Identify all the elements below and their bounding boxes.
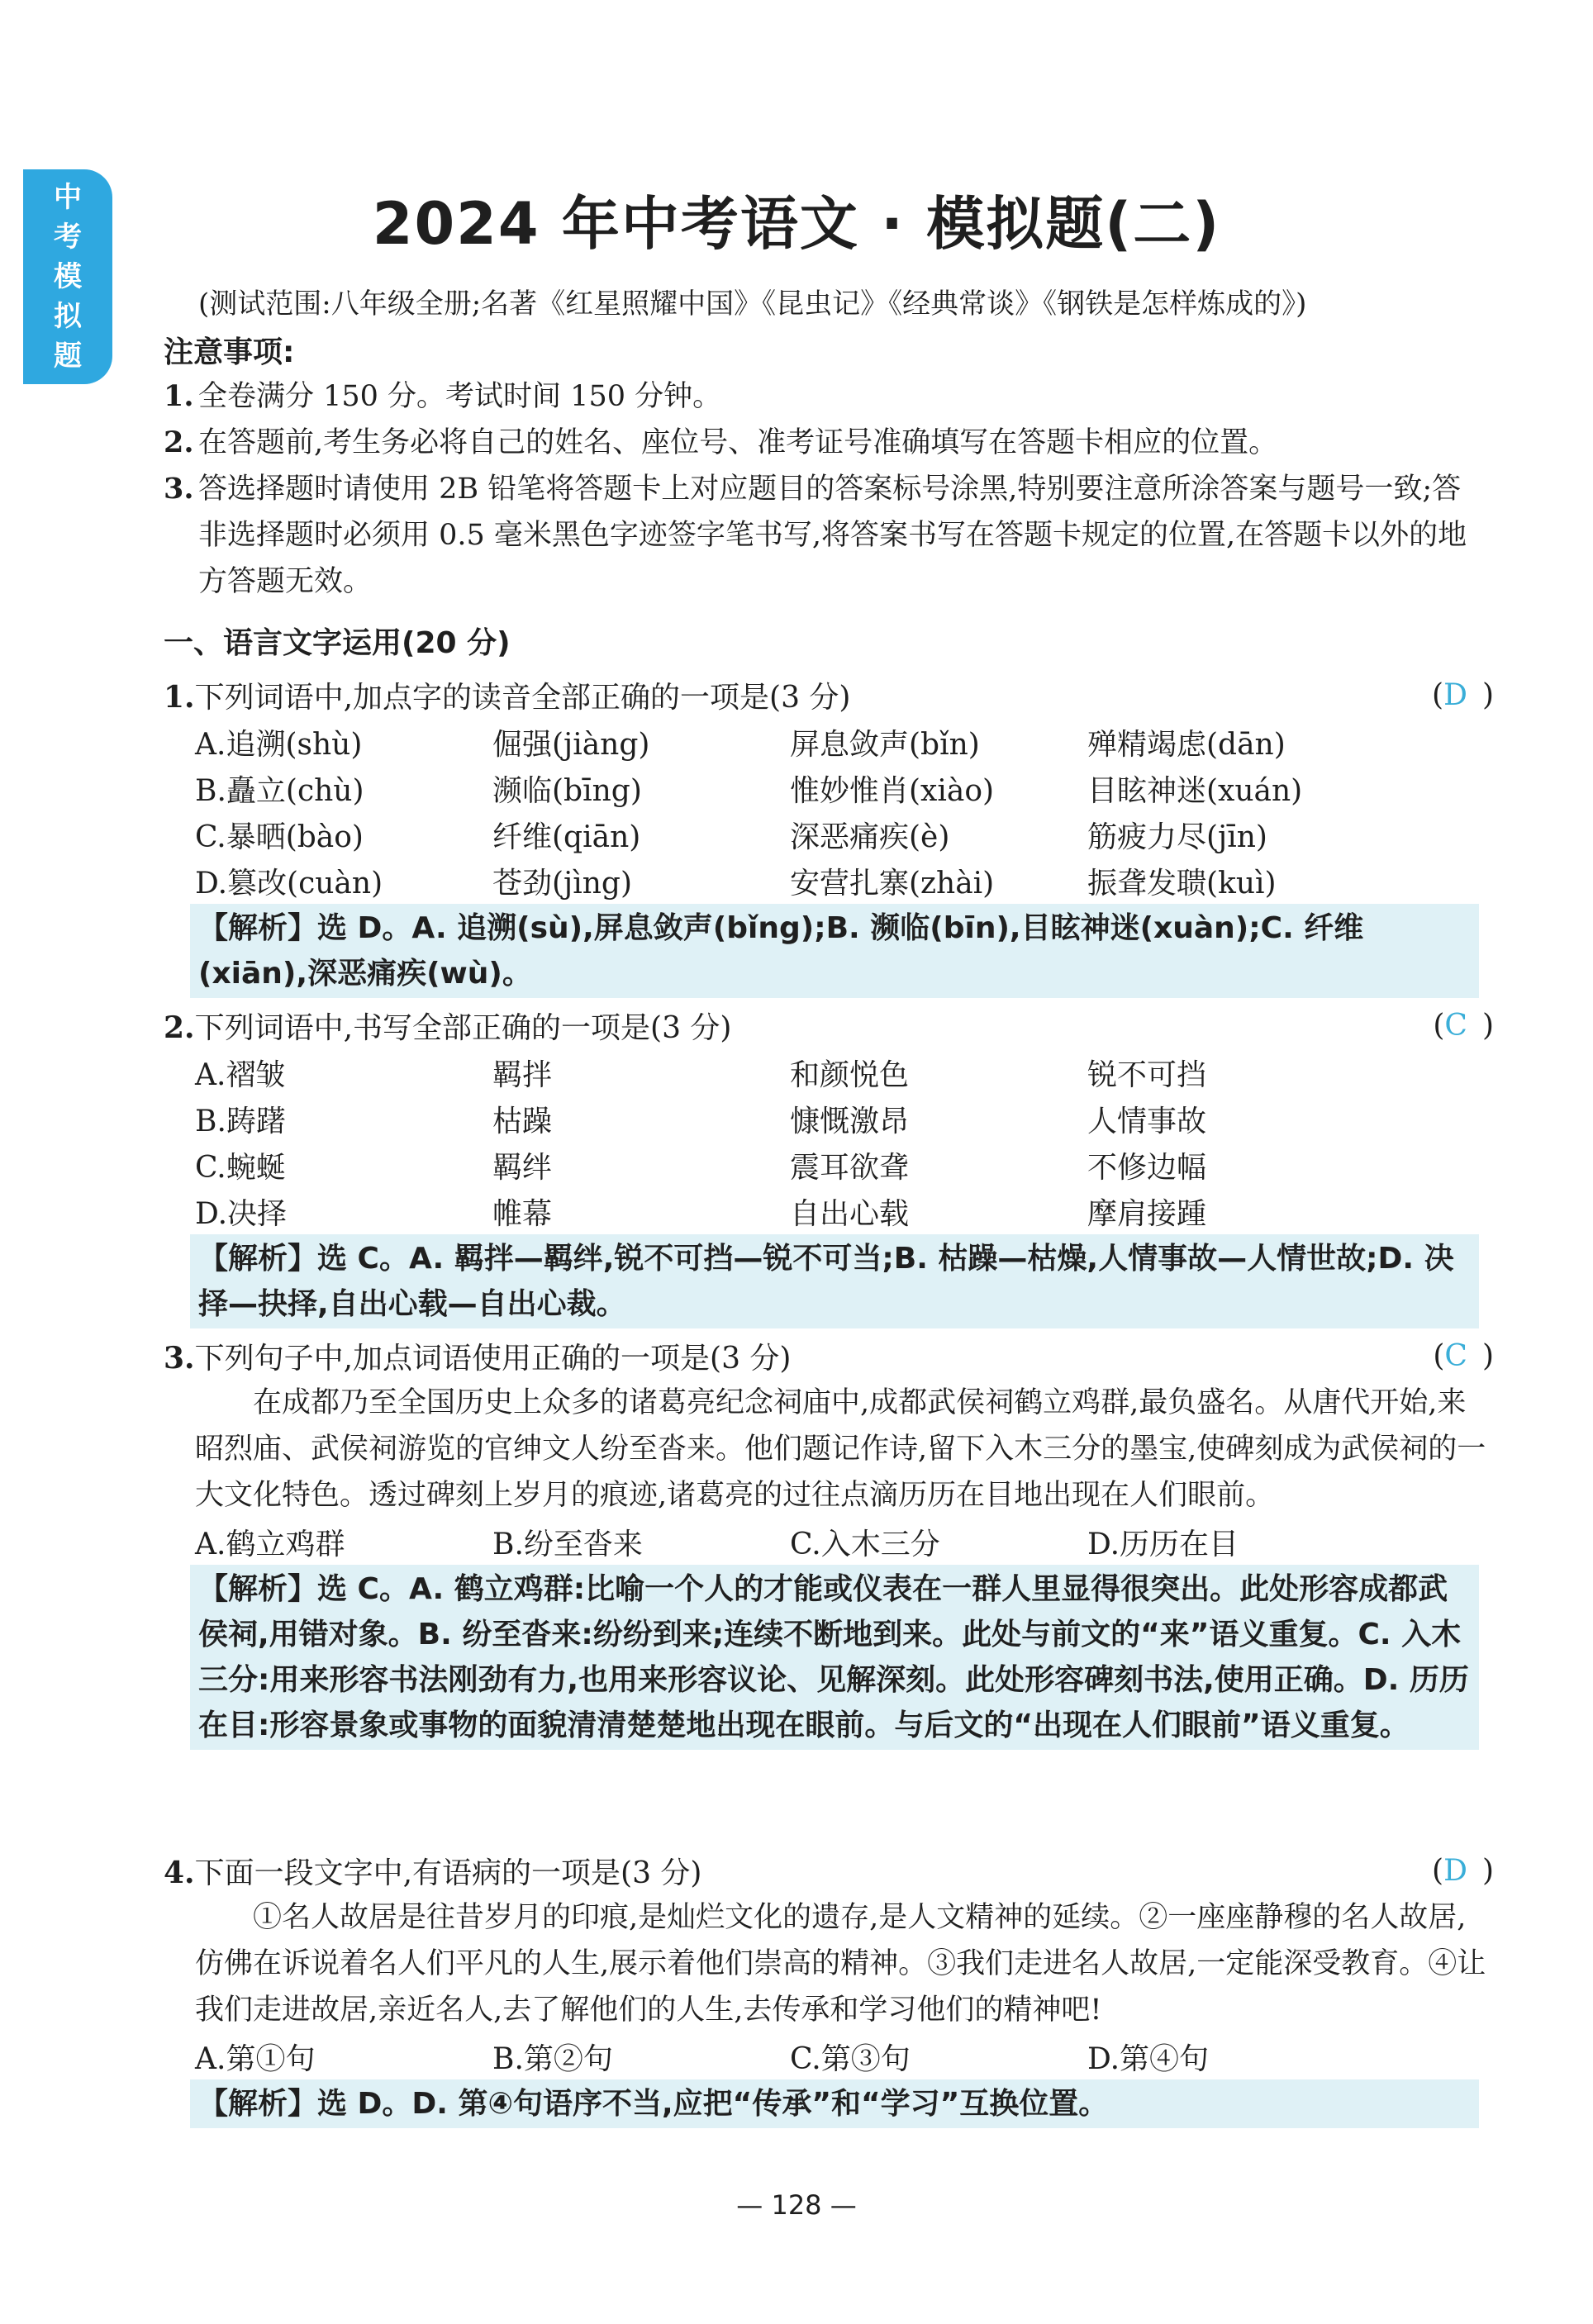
answer-letter: C (1444, 1008, 1482, 1043)
page-number: — 128 — (736, 2189, 857, 2221)
option-cell: A.追溯(shù) (195, 727, 363, 762)
question-number: 2. (164, 1010, 195, 1045)
option-cell: 深恶痛疾(è) (790, 820, 950, 854)
answer-letter: D (1443, 1853, 1482, 1888)
option-cell: B.矗立(chù) (195, 773, 364, 808)
option-cell: 目眩神迷(xuán) (1087, 773, 1303, 808)
question-stem (164, 1001, 1494, 1049)
analysis-box: 【解析】选 C。A. 鹤立鸡群:比喻一个人的才能或仪表在一群人里显得很突出。此处形容成都武侯祠,用错对象。B. 纷至沓来:纷纷到来;连续不断地到来。此处与前文的“来”语义重复。C. 入木三分:用来形容书法刚劲有力,也用来形容议论、见解深刻。此处形容碑刻书法,使用正确。D. 历历在目:形容景象或事物的面貌清清楚楚地出现在眼前。与后文的“出现在人们眼前”语义重复。 (190, 1565, 1479, 1750)
notice-list (164, 373, 1486, 605)
option-row (195, 2033, 1494, 2079)
passage: 在成都乃至全国历史上众多的诸葛亮纪念祠庙中,成都武侯祠鹤立鸡群,最负盛名。从唐代开始,来昭烈庙、武侯祠游览的官绅文人纷至沓来。他们题记作诗,留下入木三分的墨宝,使碑刻成为武侯祠的一大文化特色。透过碑刻上岁月的痕迹,诸葛亮的过往点滴历历在目地出现在人们眼前。 (195, 1386, 1486, 1512)
answer-box: (D) (1432, 1853, 1494, 1888)
option-cell: C.入木三分 (790, 1527, 940, 1561)
question-stem (164, 1332, 1494, 1380)
option-cell: A.第①句 (195, 2041, 316, 2076)
notice-number: 1. (164, 379, 194, 413)
question-text: 下列词语中,加点字的读音全部正确的一项是(3 分) (194, 680, 851, 715)
option-cell: A.褶皱 (195, 1057, 286, 1092)
option-cell: 纤维(qiān) (492, 820, 641, 854)
notice-text: 全卷满分 150 分。考试时间 150 分钟。 (198, 380, 722, 413)
question-3 (164, 1332, 1494, 1750)
analysis-box: 【解析】选 D。A. 追溯(sù),屏息敛声(bǐng);B. 濒临(bīn),目眩神迷(xuàn);C. 纤维(xiān),深恶痛疾(wù)。 (190, 904, 1479, 998)
passage: ①名人故居是往昔岁月的印痕,是灿烂文化的遗存,是人文精神的延续。②一座座静穆的名人故居,仿佛在诉说着名人们平凡的人生,展示着他们崇高的精神。③我们走进名人故居,一定能深受教育。④让我们走进故居,亲近名人,去了解他们的人生,去传承和学习他们的精神吧! (195, 1901, 1486, 2027)
option-cell: 振聋发聩(kuì) (1087, 866, 1277, 901)
question-number: 3. (164, 1340, 195, 1376)
notice-item (164, 466, 1486, 605)
option-cell: 自出心载 (790, 1196, 910, 1231)
option-row (195, 811, 1494, 858)
option-row (195, 1142, 1494, 1188)
option-cell: 濒临(bīng) (492, 773, 642, 808)
question-1 (164, 671, 1494, 998)
option-cell: 惟妙惟肖(xiào) (790, 773, 995, 808)
notice-heading: 注意事项: (164, 335, 295, 369)
page-title: 2024 年中考语文 · 模拟题(二) (372, 190, 1221, 258)
option-row (195, 765, 1494, 811)
option-cell: 羁绊 (492, 1150, 553, 1185)
answer-letter: D (1443, 677, 1482, 712)
notice-number: 2. (164, 425, 194, 459)
option-cell: A.鹤立鸡群 (195, 1527, 345, 1561)
option-cell: 倔强(jiàng) (492, 727, 650, 762)
option-cell: 摩肩接踵 (1087, 1196, 1207, 1231)
question-2 (164, 1001, 1494, 1328)
option-cell: B.纷至沓来 (492, 1527, 643, 1561)
question-stem (164, 671, 1494, 719)
option-cell: 屏息敛声(bǐn) (790, 727, 980, 762)
option-cell: 人情事故 (1087, 1104, 1207, 1138)
option-cell: 锐不可挡 (1087, 1057, 1207, 1092)
option-cell: D.第④句 (1087, 2041, 1210, 2076)
option-cell: 苍劲(jìng) (492, 866, 632, 901)
question-number: 1. (164, 679, 195, 715)
option-row (195, 1095, 1494, 1142)
notice-text: 在答题前,考生务必将自己的姓名、座位号、准考证号准确填写在答题卡相应的位置。 (198, 426, 1278, 459)
option-cell: 枯躁 (492, 1104, 553, 1138)
option-cell: 帷幕 (492, 1196, 553, 1231)
notice-item (164, 373, 1486, 420)
option-cell: D.决择 (195, 1196, 288, 1231)
notice-text: 答选择题时请使用 2B 铅笔将答题卡上对应题目的答案标号涂黑,特别要注意所涂答案与题号一致;答非选择题时必须用 0.5 毫米黑色字迹签字笔书写,将答案书写在答题卡规定的位置,在答题卡以外的地方答题无效。 (198, 473, 1467, 598)
option-cell: 羁拌 (492, 1057, 553, 1092)
option-cell: 殚精竭虑(dān) (1087, 727, 1286, 762)
question-text: 下列句子中,加点词语使用正确的一项是(3 分) (194, 1341, 792, 1376)
option-row (195, 1518, 1494, 1565)
notice-item (164, 420, 1486, 466)
option-cell: 震耳欲聋 (790, 1150, 910, 1185)
question-4 (164, 1846, 1494, 2128)
options (195, 719, 1494, 904)
side-tab-label: 中考模拟题 (54, 181, 82, 373)
option-cell: B.第②句 (492, 2041, 613, 2076)
option-row (195, 1188, 1494, 1234)
option-cell: 慷慨激昂 (790, 1104, 910, 1138)
option-cell: 筋疲力尽(jīn) (1087, 820, 1267, 854)
options (195, 1049, 1494, 1234)
section-heading: 一、语言文字运用(20 分) (164, 626, 511, 660)
question-number: 4. (164, 1855, 195, 1890)
option-row (195, 858, 1494, 904)
option-cell: 不修边幅 (1087, 1150, 1207, 1185)
option-cell: D.历历在目 (1087, 1527, 1239, 1561)
option-row (195, 719, 1494, 765)
question-text: 下面一段文字中,有语病的一项是(3 分) (194, 1856, 702, 1890)
option-cell: D.篡改(cuàn) (195, 866, 383, 901)
option-cell: B.踌躇 (195, 1104, 286, 1138)
question-stem (164, 1846, 1494, 1894)
answer-box: (D) (1432, 677, 1494, 712)
option-cell: C.暴晒(bào) (195, 820, 364, 854)
answer-box: (C) (1433, 1008, 1494, 1043)
question-text: 下列词语中,书写全部正确的一项是(3 分) (194, 1010, 732, 1045)
analysis-box: 【解析】选 D。D. 第④句语序不当,应把“传承”和“学习”互换位置。 (190, 2079, 1479, 2128)
answer-letter: C (1444, 1338, 1482, 1373)
answer-box: (C) (1433, 1338, 1494, 1373)
test-scope: (测试范围:八年级全册;名著《红星照耀中国》《昆虫记》《经典常谈》《钢铁是怎样炼成的》) (198, 288, 1307, 321)
analysis-box: 【解析】选 C。A. 羁拌—羁绊,锐不可挡—锐不可当;B. 枯躁—枯燥,人情事故—人情世故;D. 决择—抉择,自出心载—自出心裁。 (190, 1234, 1479, 1328)
notice-number: 3. (164, 472, 194, 506)
option-cell: 和颜悦色 (790, 1057, 910, 1092)
options (195, 2033, 1494, 2079)
options (195, 1518, 1494, 1565)
option-cell: C.蜿蜒 (195, 1150, 286, 1185)
option-row (195, 1049, 1494, 1095)
option-cell: 安营扎寨(zhài) (790, 866, 995, 901)
option-cell: C.第③句 (790, 2041, 911, 2076)
